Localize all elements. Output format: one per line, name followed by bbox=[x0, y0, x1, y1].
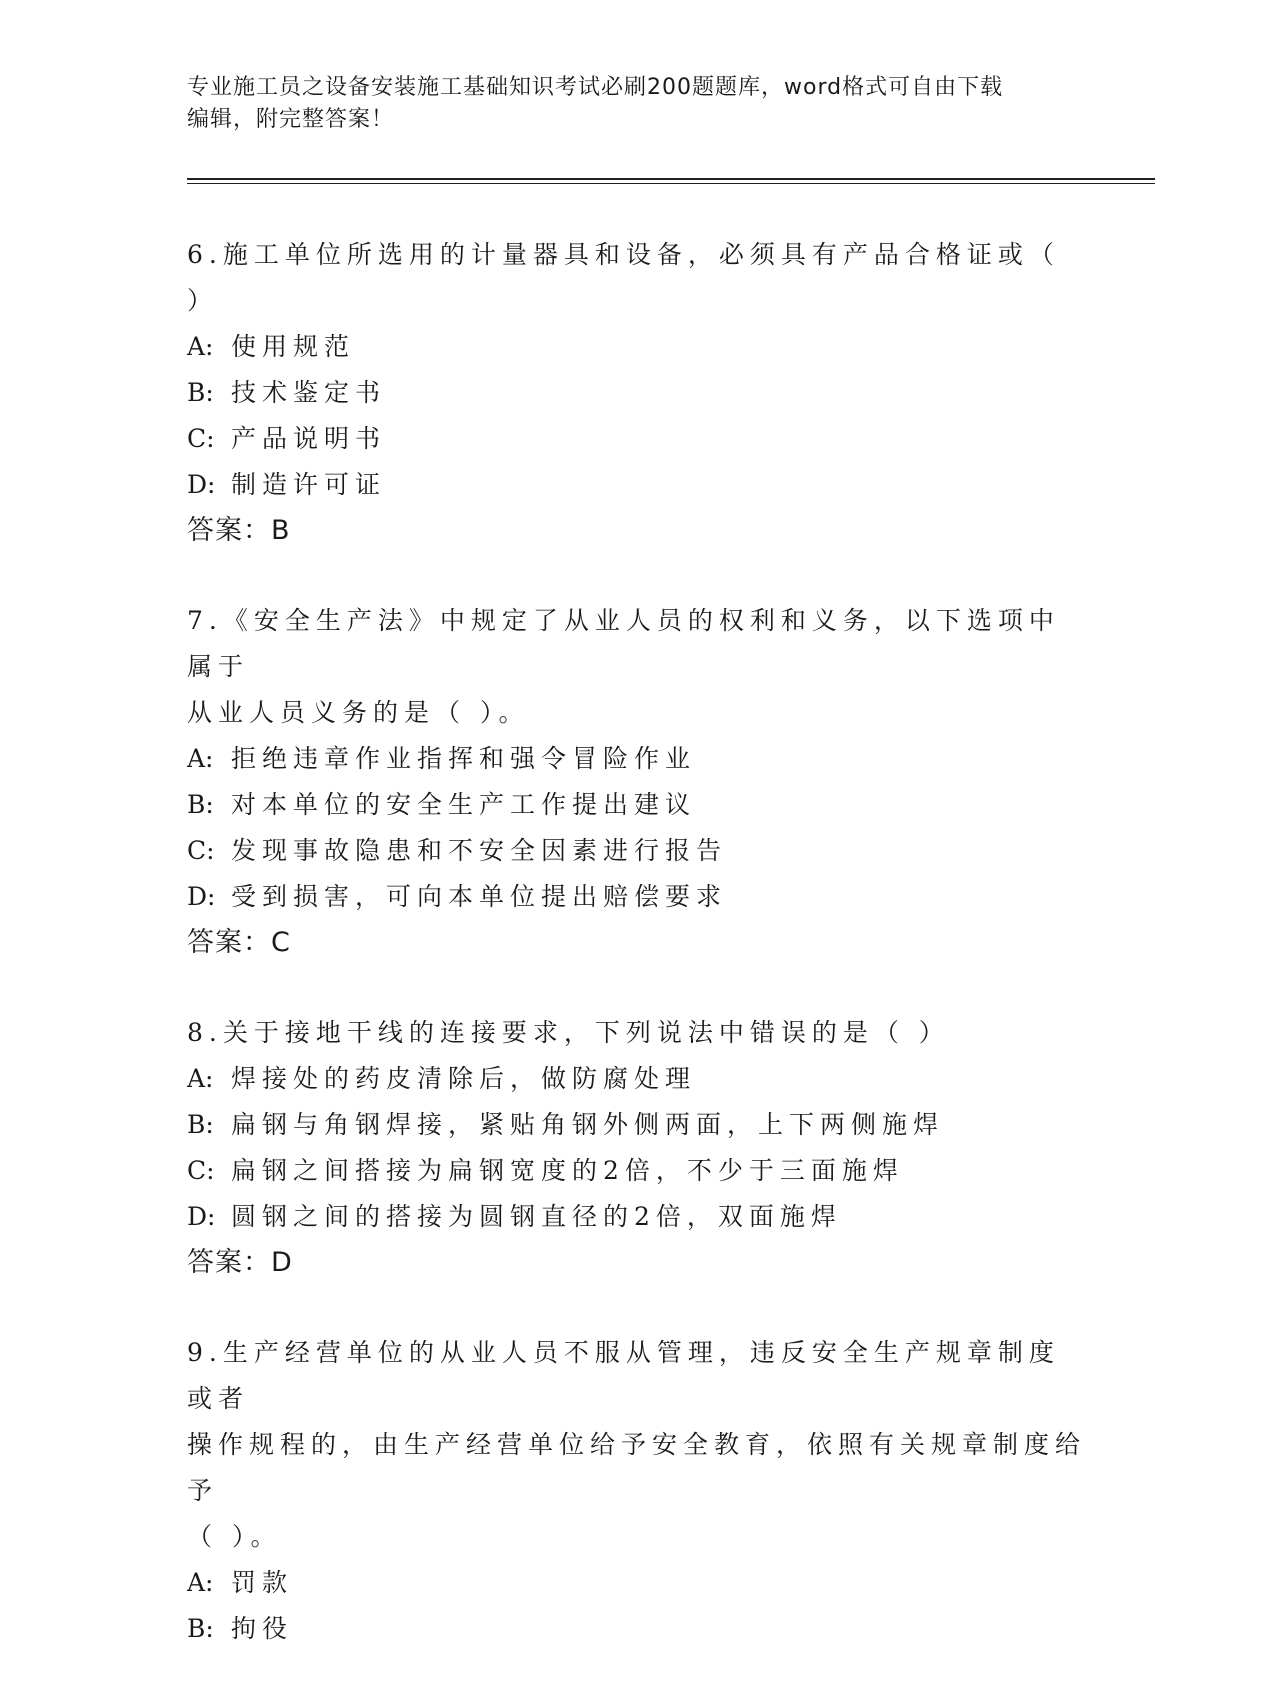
option-a bbox=[187, 1056, 1087, 1102]
option-letter: A: bbox=[187, 332, 214, 361]
option-letter: D: bbox=[187, 882, 216, 911]
option-b bbox=[187, 782, 1087, 828]
option-letter: C: bbox=[187, 424, 215, 453]
option-letter: B: bbox=[187, 1110, 214, 1139]
option-letter: D: bbox=[187, 1202, 216, 1231]
option-a bbox=[187, 1560, 1087, 1606]
stem-line: （ ）。 bbox=[187, 1522, 282, 1551]
option-a bbox=[187, 736, 1087, 782]
option-letter: B: bbox=[187, 790, 214, 819]
stem-line: 6.施工单位所选用的计量器具和设备，必须具有产品合格证或（ ） bbox=[187, 240, 1060, 315]
question-6 bbox=[187, 232, 1087, 554]
option-a bbox=[187, 324, 1087, 370]
option-text: 使用规范 bbox=[231, 332, 356, 361]
header-title-line-2: 编辑，附完整答案！ bbox=[187, 107, 395, 132]
answer-label: 答案：C bbox=[187, 927, 291, 958]
header-divider bbox=[187, 178, 1155, 184]
question-list bbox=[187, 232, 1087, 1696]
option-d bbox=[187, 874, 1087, 920]
option-text: 产品说明书 bbox=[231, 424, 387, 453]
option-text: 技术鉴定书 bbox=[231, 378, 387, 407]
question-7 bbox=[187, 598, 1087, 966]
option-c bbox=[187, 828, 1087, 874]
option-text: 受到损害，可向本单位提出赔偿要求 bbox=[231, 882, 728, 911]
stem-line: 操作规程的，由生产经营单位给予安全教育，依照有关规章制度给予 bbox=[187, 1430, 1087, 1505]
option-letter: C: bbox=[187, 1156, 215, 1185]
option-letter: D: bbox=[187, 470, 216, 499]
option-letter: A: bbox=[187, 1064, 214, 1093]
question-9 bbox=[187, 1330, 1087, 1652]
stem-line: 9.生产经营单位的从业人员不服从管理，违反安全生产规章制度或者 bbox=[187, 1338, 1060, 1413]
option-b bbox=[187, 1606, 1087, 1652]
option-d bbox=[187, 1194, 1087, 1240]
stem-line: 8.关于接地干线的连接要求，下列说法中错误的是（ ） bbox=[187, 1018, 950, 1047]
option-text: 对本单位的安全生产工作提出建议 bbox=[231, 790, 697, 819]
question-stem bbox=[187, 232, 1087, 324]
option-letter: B: bbox=[187, 378, 214, 407]
answer-label: 答案：B bbox=[187, 515, 291, 546]
option-letter: B: bbox=[187, 1614, 214, 1643]
option-b bbox=[187, 1102, 1087, 1148]
header-title-line-1: 专业施工员之设备安装施工基础知识考试必刷200题题库，word格式可自由下载 bbox=[187, 75, 1004, 100]
option-letter: C: bbox=[187, 836, 215, 865]
option-text: 拒绝违章作业指挥和强令冒险作业 bbox=[231, 744, 697, 773]
option-letter: A: bbox=[187, 1568, 214, 1597]
option-c bbox=[187, 416, 1087, 462]
option-text: 罚款 bbox=[231, 1568, 294, 1597]
question-stem bbox=[187, 1330, 1087, 1560]
option-text: 发现事故隐患和不安全因素进行报告 bbox=[231, 836, 728, 865]
option-b bbox=[187, 370, 1087, 416]
question-stem bbox=[187, 598, 1087, 736]
answer-label: 答案：D bbox=[187, 1247, 293, 1278]
option-c bbox=[187, 1148, 1087, 1194]
option-letter: A: bbox=[187, 744, 214, 773]
option-text: 制造许可证 bbox=[231, 470, 387, 499]
option-d bbox=[187, 462, 1087, 508]
option-text: 圆钢之间的搭接为圆钢直径的2倍，双面施焊 bbox=[231, 1202, 842, 1231]
option-text: 扁钢之间搭接为扁钢宽度的2倍，不少于三面施焊 bbox=[231, 1156, 904, 1185]
stem-line: 7.《安全生产法》中规定了从业人员的权利和义务，以下选项中属于 bbox=[187, 606, 1060, 681]
question-stem bbox=[187, 1010, 1087, 1056]
option-text: 焊接处的药皮清除后，做防腐处理 bbox=[231, 1064, 697, 1093]
stem-line: 从业人员义务的是（ ）。 bbox=[187, 698, 530, 727]
option-text: 拘役 bbox=[231, 1614, 294, 1643]
document-header bbox=[187, 72, 1067, 136]
option-text: 扁钢与角钢焊接，紧贴角钢外侧两面，上下两侧施焊 bbox=[231, 1110, 945, 1139]
question-8 bbox=[187, 1010, 1087, 1286]
